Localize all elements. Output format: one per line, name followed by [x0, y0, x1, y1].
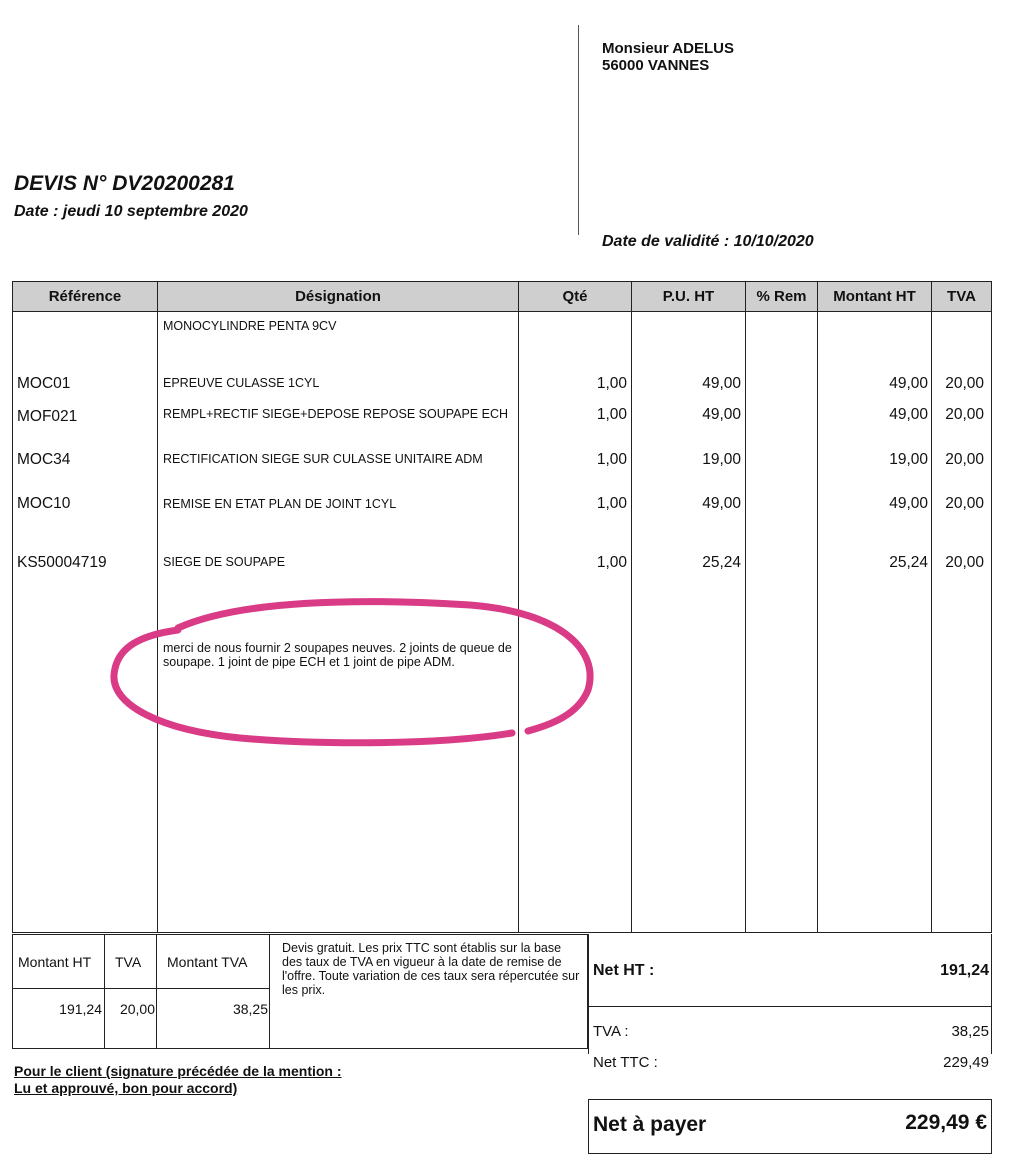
totals-divider — [589, 1006, 991, 1007]
validity-date: Date de validité : 10/10/2020 — [602, 233, 814, 250]
net-a-payer-box — [588, 1099, 992, 1154]
col-remise: % Rem — [756, 288, 807, 305]
signature-line-1: Pour le client (signature précédée de la mention : — [14, 1063, 342, 1079]
row-tva: 20,00 — [945, 375, 984, 392]
row-pu-ht: 49,00 — [702, 406, 741, 423]
row-tva: 20,00 — [945, 451, 984, 468]
row-montant-ht: 49,00 — [889, 406, 928, 423]
notice-box — [270, 934, 588, 1049]
vat-montant-ht: 191,24 — [59, 1001, 102, 1017]
col-montant-ht: Montant HT — [833, 288, 916, 305]
row-qty: 1,00 — [596, 451, 627, 468]
row-reference: MOC01 — [17, 375, 71, 392]
vat-montant-tva: 38,25 — [232, 1001, 268, 1017]
note-text: merci de nous fournir 2 soupapes neuves. 2 joints de queue de soupape. 1 joint de pipe ECH et 1 joint de pipe ADM. — [163, 641, 512, 669]
notice-text: Devis gratuit. Les prix TTC sont établis sur la base des taux de TVA en vigueur à la date de remise de l'offre. Toute variation de ces taux sera répercutée sur les prix. — [282, 941, 580, 997]
col-qty: Qté — [562, 288, 588, 305]
vat-border — [12, 934, 270, 935]
client-address — [602, 40, 734, 74]
row-designation: RECTIFICATION SIEGE SUR CULASSE UNITAIRE ADM — [163, 452, 483, 466]
net-a-payer-label: Net à payer — [593, 1113, 707, 1136]
row-montant-ht: 49,00 — [889, 375, 928, 392]
row-designation: SIEGE DE SOUPAPE — [163, 555, 286, 569]
devis-number: DEVIS N° DV20200281 — [14, 172, 235, 195]
vat-summary — [12, 934, 270, 1049]
tva-label: TVA : — [593, 1023, 629, 1040]
net-ttc-label: Net TTC : — [593, 1054, 658, 1071]
row-reference: MOF021 — [17, 408, 78, 425]
vat-border — [104, 934, 105, 1049]
tva-value: 38,25 — [951, 1023, 989, 1040]
client-city: 56000 VANNES — [602, 57, 710, 74]
row-montant-ht: 49,00 — [889, 495, 928, 512]
col-tva: TVA — [947, 288, 976, 305]
row-designation: REMISE EN ETAT PLAN DE JOINT 1CYL — [163, 497, 397, 511]
row-pu-ht: 19,00 — [702, 451, 741, 468]
devis-date: Date : jeudi 10 septembre 2020 — [14, 203, 248, 220]
row-tva: 20,00 — [945, 406, 984, 423]
client-name: Monsieur ADELUS — [602, 40, 734, 57]
col-pu-ht: P.U. HT — [662, 288, 715, 305]
net-ht-label: Net HT : — [593, 962, 655, 979]
row-qty: 1,00 — [596, 375, 627, 392]
vat-border — [12, 934, 13, 1049]
vat-header-montant: Montant TVA — [167, 954, 248, 970]
col-designation: Désignation — [295, 288, 381, 305]
row-tva: 20,00 — [945, 495, 984, 512]
row-reference: MOC34 — [17, 451, 71, 468]
vat-tva: 20,00 — [119, 1001, 155, 1017]
net-ht-value: 191,24 — [940, 962, 989, 979]
row-pu-ht: 49,00 — [702, 375, 741, 392]
vat-header-tva: TVA — [115, 954, 142, 970]
row-reference: MOC10 — [17, 495, 71, 512]
row-designation: REMPL+RECTIF SIEGE+DEPOSE REPOSE SOUPAPE ECH — [163, 407, 509, 421]
header-divider — [578, 25, 579, 235]
designation-title: MONOCYLINDRE PENTA 9CV — [163, 319, 337, 333]
totals-box — [588, 934, 992, 1071]
row-designation: EPREUVE CULASSE 1CYL — [163, 376, 320, 390]
vat-border — [12, 1048, 270, 1049]
row-qty: 1,00 — [596, 406, 627, 423]
row-qty: 1,00 — [596, 554, 627, 571]
vat-header-ht: Montant HT — [18, 954, 92, 970]
row-tva: 20,00 — [945, 554, 984, 571]
net-ttc-value: 229,49 — [943, 1054, 989, 1071]
signature-line-2: Lu et approuvé, bon pour accord) — [14, 1080, 238, 1096]
vat-border — [156, 934, 157, 1049]
row-montant-ht: 25,24 — [889, 554, 928, 571]
row-montant-ht: 19,00 — [889, 451, 928, 468]
row-qty: 1,00 — [596, 495, 627, 512]
table-header — [13, 282, 991, 312]
col-reference: Référence — [48, 288, 122, 305]
items-table — [12, 281, 992, 933]
row-pu-ht: 25,24 — [702, 554, 741, 571]
vat-border — [12, 988, 270, 989]
signature-mention — [14, 1063, 342, 1097]
row-reference: KS50004719 — [17, 554, 107, 571]
col-divider — [157, 282, 158, 932]
net-a-payer-value: 229,49 € — [905, 1111, 987, 1134]
row-pu-ht: 49,00 — [702, 495, 741, 512]
col-divider — [745, 282, 746, 932]
